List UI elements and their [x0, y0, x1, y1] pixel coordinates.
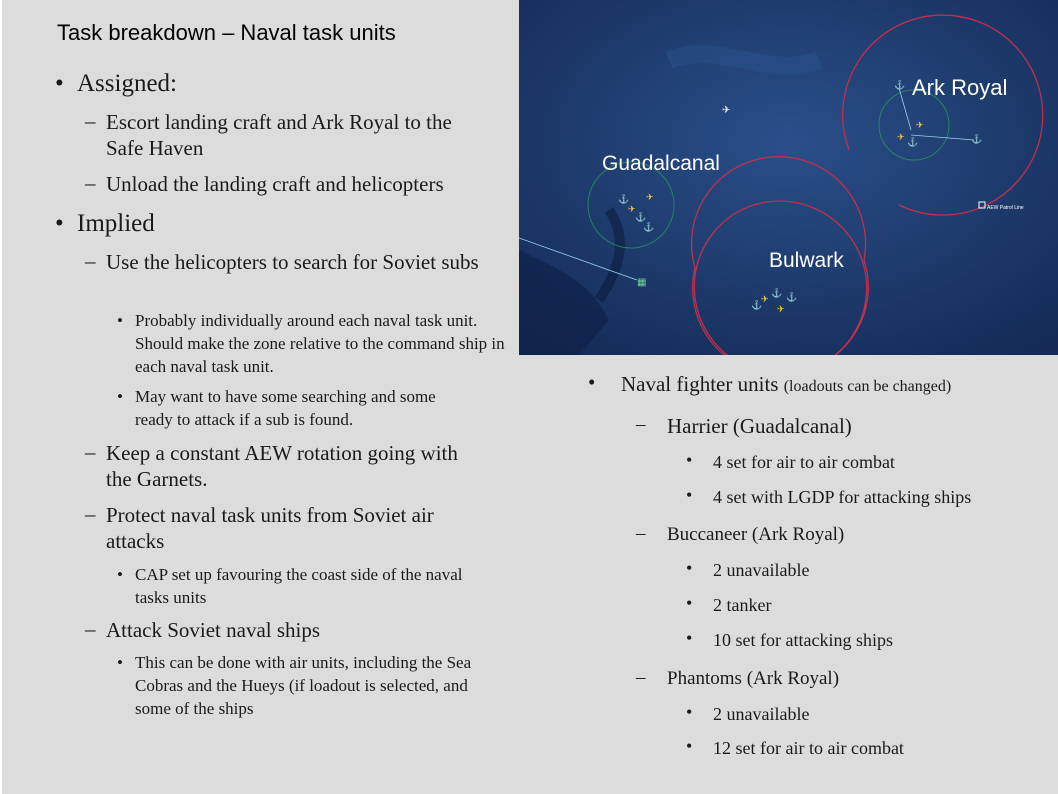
buccaneer-item-2: 2 tanker	[713, 595, 772, 615]
item-aew: Keep a constant AEW rotation going with the Garnets.	[106, 441, 458, 491]
phantoms-heading: Phantoms (Ark Royal)	[667, 668, 840, 689]
bullet-dot: •	[686, 485, 693, 505]
bullet-dot: •	[686, 702, 693, 722]
slide-title: Task breakdown – Naval task units	[57, 20, 396, 45]
item-protect: Protect naval task units from Soviet air attacks	[106, 503, 434, 553]
svg-text:⚓: ⚓	[786, 292, 798, 302]
fighters-note: (loadouts can be changed)	[783, 378, 952, 395]
dash: –	[85, 617, 96, 641]
item-escort: Escort landing craft and Ark Royal to the Safe Haven	[106, 110, 452, 160]
bullet-dot: •	[686, 558, 693, 578]
dash: –	[85, 440, 96, 464]
svg-text:⚓: ⚓	[971, 134, 983, 144]
dash: –	[85, 249, 96, 273]
bullet-dot: •	[686, 628, 693, 648]
buccaneer-heading: Buccaneer (Ark Royal)	[667, 524, 845, 545]
svg-text:⚓: ⚓	[771, 288, 783, 298]
svg-text:✈: ✈	[777, 304, 785, 314]
svg-text:⚓: ⚓	[894, 80, 906, 90]
item-helicopters: Use the helicopters to search for Soviet subs	[106, 250, 479, 274]
label-guadalcanal: Guadalcanal	[602, 152, 720, 175]
svg-text:⚓: ⚓	[618, 194, 630, 204]
label-ark-royal: Ark Royal	[912, 75, 1008, 100]
bullet-dot: •	[117, 653, 123, 672]
slide	[2, 0, 1058, 794]
aircraft-icon[interactable]: ✈	[722, 105, 731, 116]
svg-text:⚓: ⚓	[635, 212, 647, 222]
label-bulwark: Bulwark	[769, 249, 844, 272]
bullet-dot: •	[686, 593, 693, 613]
buccaneer-item-3: 10 set for attacking ships	[713, 630, 893, 650]
dash: –	[85, 502, 96, 526]
dash: –	[636, 414, 646, 435]
svg-text:✈: ✈	[897, 132, 905, 142]
phantoms-item-2: 12 set for air to air combat	[713, 738, 904, 758]
harrier-item-2: 4 set with LGDP for attacking ships	[713, 487, 972, 507]
bullet-dot: •	[686, 736, 693, 756]
svg-text:✈: ✈	[916, 120, 924, 130]
dash: –	[636, 523, 646, 544]
bullet-dot: •	[117, 387, 123, 406]
bullet-dot: •	[588, 370, 596, 394]
dash: –	[85, 171, 96, 195]
heading-fighters	[621, 372, 951, 397]
item-may-want: May want to have some searching and some ready to attack if a sub is found.	[135, 387, 436, 429]
item-unload: Unload the landing craft and helicopters	[106, 172, 444, 196]
bullet-dot: •	[55, 70, 64, 97]
svg-text:⚓: ⚓	[643, 222, 655, 232]
buccaneer-item-1: 2 unavailable	[713, 560, 810, 580]
item-air-units: This can be done with air units, including the Sea Cobras and the Hueys (if loadout is selected, and some of the ships	[135, 653, 472, 718]
svg-text:✈: ✈	[628, 204, 636, 214]
harrier-heading: Harrier (Guadalcanal)	[667, 414, 852, 438]
bullet-dot: •	[686, 450, 693, 470]
item-attack: Attack Soviet naval ships	[106, 618, 321, 642]
ship-icon[interactable]: ▦	[637, 277, 647, 288]
aew-patrol-label: AEW Patrol Line	[987, 205, 1024, 211]
svg-text:⚓: ⚓	[907, 137, 919, 147]
heading-implied: Implied	[77, 210, 155, 237]
bullet-dot: •	[117, 311, 123, 330]
fighters-label: Naval fighter units	[621, 372, 779, 396]
item-cap: CAP set up favouring the coast side of the naval tasks units	[135, 565, 463, 607]
item-individually: Probably individually around each naval task unit. Should make the zone relative to the command ship in each naval task unit.	[135, 311, 505, 376]
svg-text:✈: ✈	[646, 192, 654, 202]
dash: –	[85, 109, 96, 133]
svg-text:⚓: ⚓	[751, 300, 763, 310]
bullet-dot: •	[55, 210, 64, 237]
dash: –	[636, 667, 646, 688]
harrier-item-1: 4 set for air to air combat	[713, 452, 895, 472]
bullet-dot: •	[117, 565, 123, 584]
svg-text:✈: ✈	[761, 294, 769, 304]
tactical-map[interactable]	[519, 0, 1058, 355]
phantoms-item-1: 2 unavailable	[713, 704, 810, 724]
heading-assigned: Assigned:	[77, 70, 177, 97]
